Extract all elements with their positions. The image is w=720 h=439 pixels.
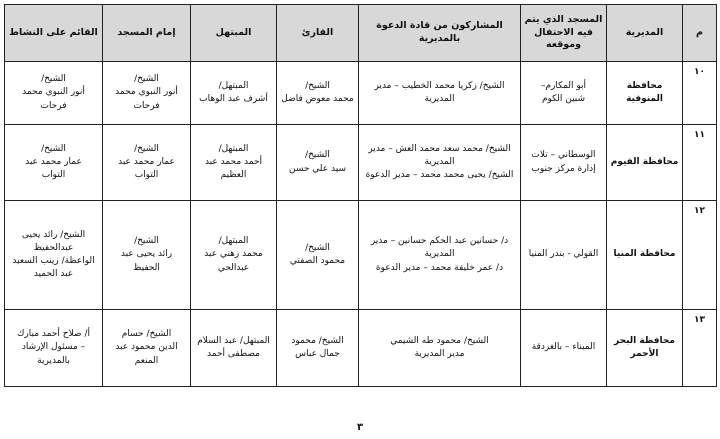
- supplicant-line: عبدالحي: [217, 262, 250, 273]
- supervisor-line: فرحات: [40, 100, 67, 111]
- participants-cell: [359, 310, 521, 387]
- table-row: [5, 310, 717, 387]
- imam-line: الشيخ/: [134, 236, 159, 247]
- mosque-cell: [521, 125, 607, 201]
- supplicant-cell: [191, 125, 277, 201]
- supplicant-line: أحمد محمد عبد: [204, 156, 263, 167]
- supplicant-line: محمد زهني عبد: [204, 249, 263, 260]
- supervisor-line: الشيخ/: [41, 74, 66, 85]
- supplicant-cell: [191, 201, 277, 310]
- imam-line: عمار محمد عبد: [118, 156, 175, 167]
- reciter-line: محمد معوض فاضل: [281, 94, 354, 104]
- mosque-line: القولي - بندر المنيا: [528, 249, 599, 260]
- imam-line: الشيخ/: [134, 74, 159, 85]
- mosque-line: الميناء – بالغردقة: [531, 342, 596, 353]
- governorate-cell: محافظة البحر الأحمر: [607, 310, 683, 387]
- supervisor-line: التواب: [41, 170, 66, 181]
- participants-line: المديرية: [424, 156, 455, 167]
- participants-line: المديرية: [424, 94, 455, 104]
- participants-cell: [359, 62, 521, 125]
- supplicant-line: أشرف عبد الوهاب: [199, 94, 268, 104]
- header-imam: إمام المسجد: [103, 5, 191, 62]
- imam-line: الحفيظ: [133, 262, 160, 273]
- table-row: [5, 125, 717, 201]
- row-number: ١٠: [683, 62, 717, 125]
- supervisor-cell: [5, 201, 103, 310]
- supervisor-line: أنور النبوي محمد: [22, 87, 85, 98]
- supervisor-line: الواعظة/ زينب السعيد: [12, 256, 95, 266]
- reciter-cell: [277, 201, 359, 310]
- mosque-line: الوسطاني – تلات: [531, 150, 596, 161]
- header-supplicant: المبتهل: [191, 5, 277, 62]
- row-number: ١٣: [683, 310, 717, 387]
- header-supervisor: القائم على النشاط: [5, 5, 103, 62]
- table-row: [5, 62, 717, 125]
- supplicant-line: المبتهل/: [218, 80, 249, 91]
- mosque-line: شبين الكوم: [541, 94, 586, 104]
- supplicant-line: العظيم: [220, 170, 247, 181]
- supervisor-line: – مسئول الإرشاد: [21, 342, 86, 353]
- reciter-line: الشيخ/: [305, 80, 330, 91]
- page-number: ٣: [356, 422, 364, 433]
- header-participants: المشاركون من قادة الدعوة بالمديرية: [359, 5, 521, 62]
- mosque-cell: [521, 201, 607, 310]
- participants-line: د/ عمر خليفة محمد – مدير الدعوة: [375, 262, 504, 273]
- header-num: م: [683, 5, 717, 62]
- table-row: [5, 201, 717, 310]
- supervisor-cell: [5, 62, 103, 125]
- participants-cell: [359, 201, 521, 310]
- header-mosque: المسجد الذي يتم فيه الاحتفال وموقعه: [521, 5, 607, 62]
- imam-cell: [103, 125, 191, 201]
- imam-line: الدين محمود عبد: [115, 342, 178, 353]
- reciter-line: الشيخ/ محمود: [291, 335, 344, 346]
- supervisor-cell: [5, 310, 103, 387]
- reciter-line: جمال عباس: [295, 349, 340, 359]
- supplicant-line: المبتهل/: [218, 236, 249, 247]
- header-governorate: المديرية: [607, 5, 683, 62]
- imam-line: التواب: [134, 170, 159, 181]
- supervisor-cell: [5, 125, 103, 201]
- imam-line: المنعم: [134, 355, 159, 366]
- supervisor-line: عبدالحفيظ: [33, 242, 74, 253]
- imam-line: أنور النبوي محمد: [115, 87, 178, 98]
- participants-line: د/ حسانين عبد الحكم حسانين – مدير: [370, 236, 509, 247]
- reciter-cell: [277, 62, 359, 125]
- supervisor-line: بالمديرية: [37, 355, 70, 366]
- reciter-line: الشيخ/: [305, 242, 330, 253]
- participants-line: الشيخ/ يحيى محمد محمد – مدير الدعوة: [365, 170, 514, 181]
- table-header-row: [5, 5, 717, 62]
- celebration-schedule-table: [4, 4, 717, 387]
- reciter-line: سيد علي حسن: [289, 163, 346, 174]
- mosque-cell: [521, 310, 607, 387]
- supplicant-line: المبتهل/ عبد السلام: [197, 335, 270, 346]
- imam-cell: [103, 201, 191, 310]
- governorate-cell: محافظة المنيا: [607, 201, 683, 310]
- governorate-cell: محافظة الفيوم: [607, 125, 683, 201]
- imam-cell: [103, 62, 191, 125]
- participants-cell: [359, 125, 521, 201]
- reciter-line: محمود الصفتي: [289, 256, 346, 266]
- participants-line: الشيخ/ محمود طه الشيمي: [390, 335, 489, 346]
- imam-cell: [103, 310, 191, 387]
- participants-line: المديرية: [424, 249, 455, 260]
- row-number: ١١: [683, 125, 717, 201]
- supervisor-line: عمار محمد عبد: [25, 156, 82, 167]
- imam-line: الشيخ/ حسام: [121, 329, 172, 340]
- supervisor-line: الشيخ/: [41, 143, 66, 154]
- supplicant-line: المبتهل/: [218, 143, 249, 154]
- participants-line: الشيخ/ محمد سعد محمد العش – مدير: [368, 143, 511, 154]
- mosque-cell: [521, 62, 607, 125]
- reciter-line: الشيخ/: [305, 150, 330, 161]
- row-number: ١٢: [683, 201, 717, 310]
- imam-line: فرحات: [133, 100, 160, 111]
- mosque-line: أبو المكارم–: [540, 80, 587, 91]
- imam-line: الشيخ/: [134, 143, 159, 154]
- reciter-cell: [277, 125, 359, 201]
- participants-line: الشيخ/ زكريا محمد الخطيب – مدير: [374, 80, 505, 91]
- mosque-line: إدارة مركز جنوب: [531, 163, 596, 174]
- participants-line: مدير المديرية: [414, 349, 465, 359]
- reciter-cell: [277, 310, 359, 387]
- imam-line: رائد يحيى عبد: [120, 249, 173, 260]
- supplicant-cell: [191, 310, 277, 387]
- supplicant-cell: [191, 62, 277, 125]
- supplicant-line: مصطفى أحمد: [207, 349, 260, 359]
- governorate-cell: محافظة المنوفية: [607, 62, 683, 125]
- header-reciter: القارئ: [277, 5, 359, 62]
- supervisor-line: أ/ صلاح أحمد مبارك: [17, 329, 90, 340]
- supervisor-line: الشيخ/ رائد يحيى: [21, 229, 86, 240]
- supervisor-line: عبد الحميد: [33, 269, 74, 280]
